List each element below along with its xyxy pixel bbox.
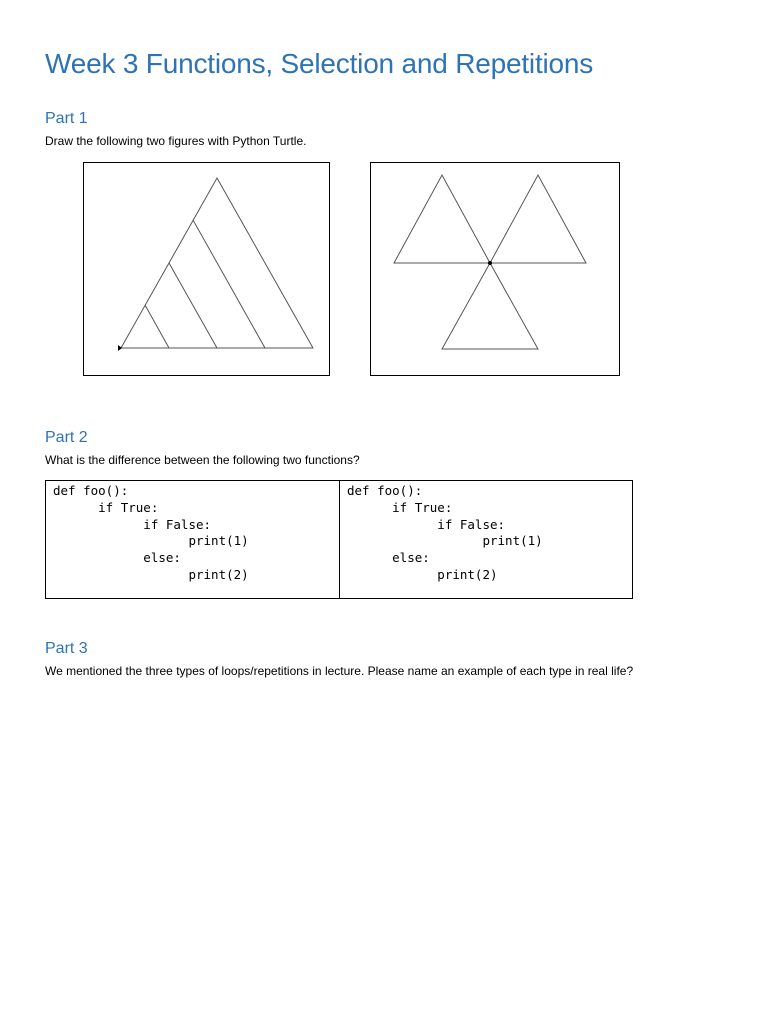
part2-heading: Part 2 — [45, 429, 88, 446]
turtle-figure-three-triangles — [370, 162, 620, 376]
code-line: print(2) — [53, 566, 249, 582]
part2-question: What is the difference between the following two functions? — [45, 453, 360, 467]
code-cell-right — [339, 481, 632, 598]
code-line: def foo(): — [53, 483, 129, 498]
code-line: def foo(): — [347, 483, 423, 498]
code-line: print(1) — [347, 533, 543, 549]
nested-triangles-drawing — [84, 163, 329, 375]
inner-line-1 — [193, 220, 265, 348]
part1-instructions: Draw the following two figures with Python Turtle. — [45, 134, 307, 148]
inner-line-2 — [169, 263, 217, 348]
part1-heading: Part 1 — [45, 110, 88, 127]
part3-heading: Part 3 — [45, 640, 88, 657]
code-line: print(2) — [347, 566, 498, 582]
code-line: if True: — [53, 499, 159, 515]
triangle-left — [394, 175, 490, 263]
code-line: if True: — [347, 499, 453, 515]
turtle-cursor-icon — [488, 261, 492, 265]
triangle-right — [490, 175, 586, 263]
part3-question: We mentioned the three types of loops/repetitions in lecture. Please name an example of each type in real life? — [45, 664, 634, 678]
turtle-cursor-icon — [118, 345, 122, 351]
code-line: print(1) — [53, 533, 249, 549]
inner-line-3 — [145, 305, 169, 348]
code-line: if False: — [347, 516, 506, 532]
page-title: Week 3 Functions, Selection and Repetitions — [45, 48, 594, 79]
code-cell-left — [46, 481, 339, 598]
triangle-bottom — [442, 263, 538, 349]
code-line: else: — [347, 550, 430, 566]
code-line: else: — [53, 550, 181, 566]
code-line: if False: — [53, 516, 212, 532]
code-comparison-table — [45, 480, 633, 599]
three-triangles-drawing — [371, 163, 619, 375]
turtle-figure-nested-triangles — [83, 162, 330, 376]
